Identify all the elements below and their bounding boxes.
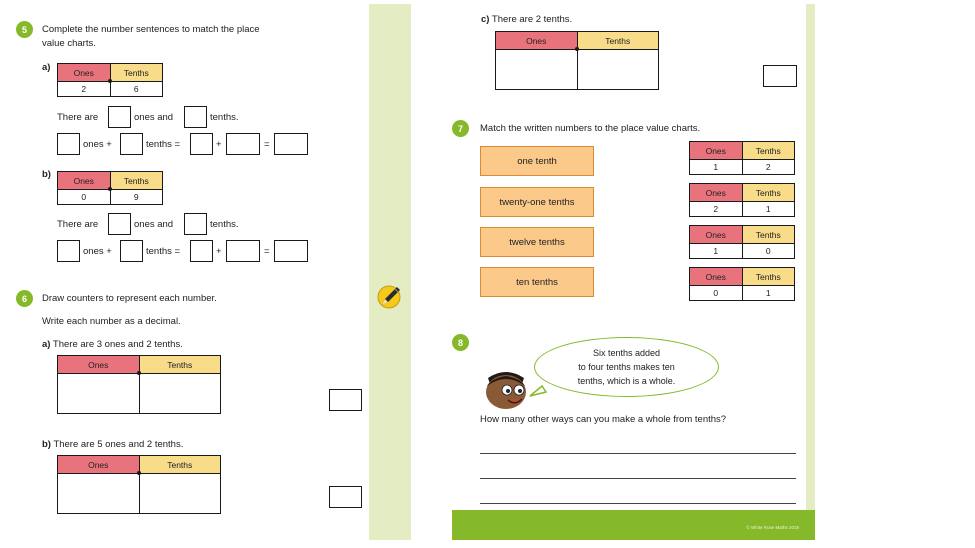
tenths-counter-area[interactable] [577, 50, 659, 90]
divider-dot [137, 371, 141, 375]
card-twenty-one-tenths[interactable]: twenty-one tenths [480, 187, 594, 217]
q5b-eq-box-3[interactable] [190, 240, 213, 262]
speech-bubble-tail [528, 382, 550, 400]
q5b-ones-answer-box[interactable] [108, 213, 131, 235]
question-6-badge: 6 [16, 290, 33, 307]
q5b-eq-box-2[interactable] [120, 240, 143, 262]
child-face-icon [478, 366, 534, 412]
q5a-ones-answer-box[interactable] [108, 106, 131, 128]
q5b-eq-box-1[interactable] [57, 240, 80, 262]
answer-line-1[interactable] [480, 453, 796, 454]
ones-header: Ones [58, 456, 140, 474]
answer-line-3[interactable] [480, 503, 796, 504]
ones-value: 2 [58, 82, 111, 97]
q6b-place-value-chart [57, 455, 221, 514]
footer-copyright: © White Rose Maths 2019 [746, 525, 799, 530]
tenths-value: 6 [110, 82, 163, 97]
q7-chart-3[interactable] [689, 225, 795, 259]
tenths-value: 2 [742, 160, 795, 175]
card-twelve-tenths[interactable]: twelve tenths [480, 227, 594, 257]
q6a-decimal-answer-box[interactable] [329, 389, 362, 411]
q5a-eq-box-3[interactable] [190, 133, 213, 155]
ones-header: Ones [58, 64, 111, 82]
q5a-eq-equals: = [264, 139, 270, 150]
q5b-eq-box-4[interactable] [226, 240, 260, 262]
q5a-eq-plus: + [216, 139, 222, 150]
q5a-eq-ones: ones + [83, 139, 112, 150]
speech-line-3: tenths, which is a whole. [577, 376, 676, 386]
ones-counter-area[interactable] [58, 474, 140, 514]
divider-dot [108, 79, 112, 83]
ones-header: Ones [690, 268, 743, 286]
tenths-counter-area[interactable] [139, 374, 221, 414]
divider-dot [137, 471, 141, 475]
q6-instruction-2: Write each number as a decimal. [42, 316, 181, 327]
ones-value: 0 [58, 190, 111, 205]
tenths-header: Tenths [110, 172, 163, 190]
question-5-badge: 5 [16, 21, 33, 38]
speech-bubble [534, 337, 719, 397]
q6b-decimal-answer-box[interactable] [329, 486, 362, 508]
tenths-value: 0 [742, 244, 795, 259]
tenths-header: Tenths [139, 456, 221, 474]
tenths-header: Tenths [139, 356, 221, 374]
card-one-tenth[interactable]: one tenth [480, 146, 594, 176]
tenths-header: Tenths [110, 64, 163, 82]
q6c-text: c) There are 2 tenths. [481, 14, 573, 25]
q5b-eq-plus: + [216, 246, 222, 257]
q7-chart-4[interactable] [689, 267, 795, 301]
tenths-header: Tenths [577, 32, 659, 50]
ones-header: Ones [690, 142, 743, 160]
q5a-label: a) [42, 62, 51, 73]
q5b-eq-box-5[interactable] [274, 240, 308, 262]
ones-value: 0 [690, 286, 743, 301]
question-8-badge: 8 [452, 334, 469, 351]
q5b-sentence-part3: tenths. [210, 219, 239, 230]
q5b-label: b) [42, 169, 51, 180]
q5a-sentence-part3: tenths. [210, 112, 239, 123]
q5a-eq-box-2[interactable] [120, 133, 143, 155]
q7-chart-2[interactable] [689, 183, 795, 217]
ones-counter-area[interactable] [496, 50, 578, 90]
q5a-tenths-answer-box[interactable] [184, 106, 207, 128]
q5a-sentence-part1: There are [57, 112, 99, 123]
q6c-place-value-chart [495, 31, 659, 90]
q5b-eq-tenths: tenths = [146, 246, 181, 257]
q5a-sentence-part2: ones and [134, 112, 174, 123]
q5b-eq-ones: ones + [83, 246, 112, 257]
divider-dot [108, 187, 112, 191]
q5a-eq-tenths: tenths = [146, 139, 181, 150]
tenths-header: Tenths [742, 226, 795, 244]
q5-instruction-line2: value charts. [42, 38, 96, 49]
page-edge-strip [806, 4, 815, 540]
question-7-badge: 7 [452, 120, 469, 137]
speech-line-1: Six tenths added [592, 348, 661, 358]
q5b-sentence-part1: There are [57, 219, 99, 230]
q6b-text: b) There are 5 ones and 2 tenths. [42, 439, 184, 450]
q5a-eq-box-5[interactable] [274, 133, 308, 155]
q8-question: How many other ways can you make a whole from tenths? [480, 414, 727, 425]
tenths-header: Tenths [742, 268, 795, 286]
q5a-eq-box-1[interactable] [57, 133, 80, 155]
ones-value: 1 [690, 160, 743, 175]
q5a-eq-box-4[interactable] [226, 133, 260, 155]
page-gutter [369, 4, 411, 540]
tenths-counter-area[interactable] [139, 474, 221, 514]
q7-instruction: Match the written numbers to the place value charts. [480, 123, 701, 134]
q6-instruction: Draw counters to represent each number. [42, 293, 217, 304]
card-ten-tenths[interactable]: ten tenths [480, 267, 594, 297]
ones-header: Ones [496, 32, 578, 50]
q5b-eq-equals: = [264, 246, 270, 257]
q6c-decimal-answer-box[interactable] [763, 65, 797, 87]
ones-counter-area[interactable] [58, 374, 140, 414]
pencil-icon [373, 282, 405, 312]
ones-header: Ones [58, 356, 140, 374]
q6a-text: a) There are 3 ones and 2 tenths. [42, 339, 183, 350]
tenths-value: 1 [742, 202, 795, 217]
answer-line-2[interactable] [480, 478, 796, 479]
tenths-value: 1 [742, 286, 795, 301]
ones-header: Ones [690, 184, 743, 202]
ones-header: Ones [58, 172, 111, 190]
q7-chart-1[interactable] [689, 141, 795, 175]
ones-value: 2 [690, 202, 743, 217]
page-footer-band [452, 510, 815, 540]
q5b-tenths-answer-box[interactable] [184, 213, 207, 235]
q5b-sentence-part2: ones and [134, 219, 174, 230]
tenths-header: Tenths [742, 184, 795, 202]
tenths-header: Tenths [742, 142, 795, 160]
tenths-value: 9 [110, 190, 163, 205]
divider-dot [575, 47, 579, 51]
q5-instruction-line1: Complete the number sentences to match the place [42, 24, 260, 35]
speech-line-2: to four tenths makes ten [578, 362, 675, 372]
ones-value: 1 [690, 244, 743, 259]
ones-header: Ones [690, 226, 743, 244]
q6a-place-value-chart [57, 355, 221, 414]
